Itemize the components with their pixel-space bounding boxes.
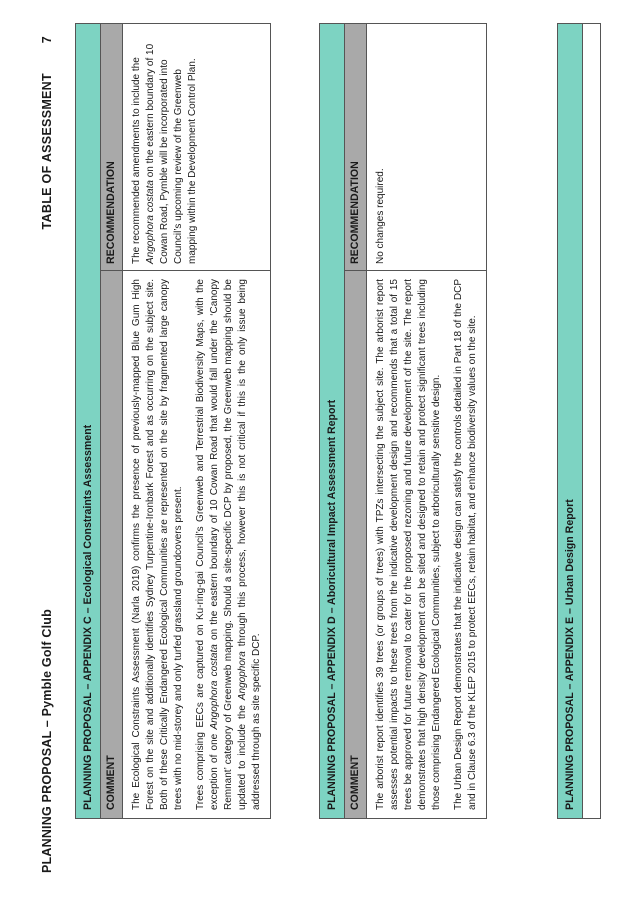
appendix-d-body bbox=[367, 24, 486, 818]
appendix-c-body bbox=[123, 24, 270, 818]
appendix-e-section bbox=[557, 23, 601, 819]
appendix-d-recommendation-text: No changes required. bbox=[375, 168, 386, 264]
header-right bbox=[40, 36, 54, 229]
table-of-assessment-title: TABLE OF ASSESSMENT bbox=[40, 73, 54, 230]
document-title: PLANNING PROPOSAL – Pymble Golf Club bbox=[40, 609, 54, 873]
appendix-c-comment-paragraph-1: The Ecological Constraints Assessment (Narla 2019) confirms the presence of previously-mapped Blue Gum High Forest on the site and additionally identifies Sydney Turpentine-Ironbark Forest and as occurring on the subject site. Both of these Critically Endangered Ecological Communities are represented on the site by fragmented large canopy trees with no mid-storey and only turfed grassland groundcovers present. bbox=[131, 279, 184, 810]
appendix-e-title: PLANNING PROPOSAL – APPENDIX E – Urban Design Report bbox=[558, 24, 583, 818]
appendix-c-comment bbox=[123, 270, 270, 818]
appendix-d-comment bbox=[367, 270, 486, 818]
page-number: 7 bbox=[40, 36, 54, 44]
comment-header: COMMENT bbox=[101, 270, 122, 818]
comment-header: COMMENT bbox=[345, 270, 366, 818]
appendix-c-recommendation bbox=[123, 24, 270, 270]
recommendation-header: RECOMMENDATION bbox=[105, 161, 117, 264]
appendix-d-title: PLANNING PROPOSAL – APPENDIX D – Aboricultural Impact Assessment Report bbox=[320, 24, 345, 818]
appendix-c-title: PLANNING PROPOSAL – APPENDIX C – Ecological Constraints Assessment bbox=[76, 24, 101, 818]
recommendation-header: RECOMMENDATION bbox=[349, 161, 361, 264]
appendix-c-section bbox=[75, 23, 271, 819]
appendix-d-recommendation bbox=[367, 24, 486, 270]
appendix-c-column-headers bbox=[101, 24, 123, 818]
appendix-d-comment-paragraph-2: The Urban Design Report demonstrates that the indicative design can satisfy the controls detailed in Part 18 of the DCP and in Clause 6.3 of the KLEP 2015 to protect EECs, retain habitat, and enhance biodiversity values on the site. bbox=[453, 279, 478, 810]
appendix-d-comment-paragraph-1: The arborist report identifies 39 trees (or groups of trees) with TPZs intersecting the subject site. The arborist report assesses potential impacts to these trees from the indicative development design and recommends that a total of 15 trees be approved for future removal to cater for the proposed rezoning and future development of the site. The report demonstrates that high density development can be sited and designed to retain and protect significant trees including those comprising Endangered Ecological Communities, subject to arboriculturally sensitive design. bbox=[375, 279, 442, 810]
appendix-c-comment-paragraph-2: Trees comprising EECs are captured on Ku-ring-gai Council’s Greenweb and Terrestrial Biodiversity Maps, with the exception of one Angophora costata on the eastern boundary of 10 Cowan Road that would fall under the ‘Canopy Remnant’ category of Greenweb mapping. Should a site-specific DCP by proposed, the Greenweb mapping should be updated to include the Angophora through this process, however this is not critical if this is the only issue being addressed through as site specific DCP. bbox=[195, 278, 262, 810]
appendix-d-section bbox=[319, 23, 487, 819]
appendix-d-column-headers bbox=[345, 24, 367, 818]
appendix-c-recommendation-text: The recommended amendments to include the Angophora costata on the eastern boundary of 10 Cowan Road, Pymble will be incorporated into Council’s upcoming review of the Greenweb mapping within the Development Control Plan. bbox=[131, 43, 198, 264]
